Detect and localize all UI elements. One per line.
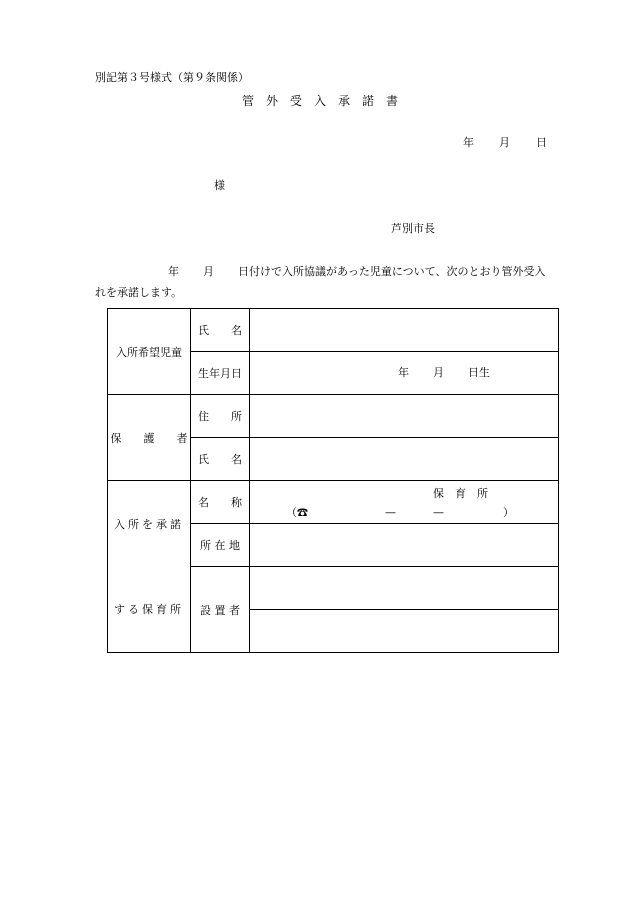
birth-year: 年: [398, 366, 409, 379]
facility-location-label: 所 在 地: [191, 524, 250, 567]
birth-month: 月: [433, 366, 444, 379]
date-year: 年: [463, 136, 474, 149]
issuer: 芦別市長: [391, 222, 435, 235]
guardian-group-header: 保 護 者: [108, 395, 191, 481]
facility-group-line2: する保育所: [114, 603, 184, 616]
facility-location-value[interactable]: [250, 524, 559, 567]
body-text-line2: れを承諾します。: [95, 286, 183, 299]
tel-dash-1: —: [385, 506, 396, 519]
child-name-label: 氏 名: [191, 309, 250, 352]
facility-owner-value-2[interactable]: [250, 610, 559, 653]
facility-name-value[interactable]: [250, 481, 559, 524]
child-birthdate-label: 生年月日: [191, 352, 250, 395]
body-text-line1: 日付けで入所協議があった児童について、次のとおり管外受入: [238, 265, 546, 278]
facility-owner-label: 設 置 者: [191, 567, 250, 653]
tel-open: （☎: [286, 506, 308, 519]
form-reference: 別記第３号様式（第９条関係）: [95, 71, 249, 84]
guardian-address-value[interactable]: [250, 395, 559, 438]
guardian-address-label: 住 所: [191, 395, 250, 438]
child-name-value[interactable]: [250, 309, 559, 352]
child-group-header: 入所希望児童: [108, 309, 191, 395]
page-title: 管 外 受 入 承 諾 書: [242, 94, 399, 108]
body-month: 月: [203, 265, 214, 278]
facility-name-label: 名 称: [191, 481, 250, 524]
date-day: 日: [536, 136, 547, 149]
tel-close: ）: [503, 506, 514, 519]
guardian-name-label: 氏 名: [191, 438, 250, 481]
body-year: 年: [168, 265, 179, 278]
date-month: 月: [499, 136, 510, 149]
approval-form-table: [107, 308, 559, 653]
child-birthdate-value[interactable]: [250, 352, 559, 395]
addressee-suffix: 様: [214, 179, 225, 192]
facility-group-header: [108, 481, 191, 653]
guardian-name-value[interactable]: [250, 438, 559, 481]
birth-day: 日生: [468, 366, 490, 379]
facility-suffix: 保 育 所: [433, 487, 488, 500]
tel-dash-2: —: [433, 506, 444, 519]
facility-owner-value-1[interactable]: [250, 567, 559, 610]
facility-group-line1: 入所を承諾: [114, 518, 184, 531]
